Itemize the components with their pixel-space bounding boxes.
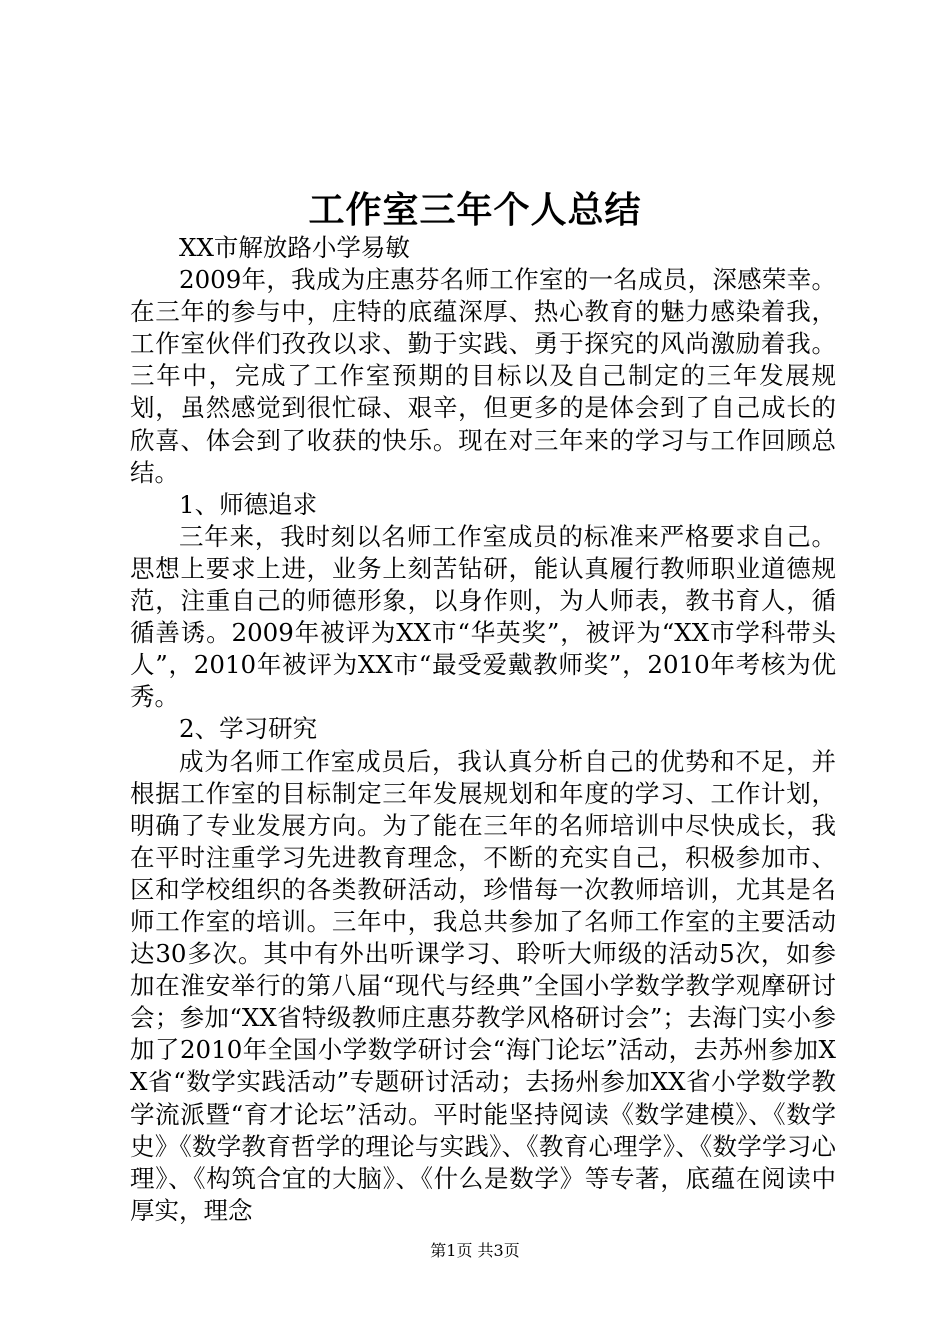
- page-footer: 第1页 共3页: [430, 1241, 520, 1260]
- ethics-paragraph: 三年来，我时刻以名师工作室成员的标准来严格要求自己。思想上要求上进，业务上刻苦钻研，能认真履行教师职业道德规范，注重自己的师德形象，以身作则，为人师表，教书育人，循循善诱。2009年被评为XX市“华英奖”，被评为“XX市学科带头人”，2010年被评为XX市“最受爱戴教师奖”，2010年考核为优秀。: [130, 521, 836, 712]
- study-paragraph: 成为名师工作室成员后，我认真分析自己的优势和不足，并根据工作室的目标制定三年发展规划和年度的学习、工作计划，明确了专业发展方向。为了能在三年的名师培训中尽快成长，我在平时注重学习先进教育理念，不断的充实自己，积极参加市、区和学校组织的各类教研活动，珍惜每一次教师培训，尤其是名师工作室的培训。三年中，我总共参加了名师工作室的主要活动达30多次。其中有外出听课学习、聆听大师级的活动5次，如参加在淮安举行的第八届“现代与经典”全国小学数学教学观摩研讨会；参加“XX省特级教师庄惠芬教学风格研讨会”；去海门实小参加了2010年全国小学数学研讨会“海门论坛”活动，去苏州参加XX省“数学实践活动”专题研讨活动；去扬州参加XX省小学数学教学流派暨“育才论坛”活动。平时能坚持阅读《数学建模》、《数学史》《数学教育哲学的理论与实践》、《教育心理学》、《数学学习心理》、《构筑合宜的大脑》、《什么是数学》等专著，底蕴在阅读中厚实，理念: [130, 746, 836, 1225]
- intro-paragraph: 2009年，我成为庄惠芬名师工作室的一名成员，深感荣幸。在三年的参与中，庄特的底蕴深厚、热心教育的魅力感染着我，工作室伙伴们孜孜以求、勤于实践、勇于探究的风尚激励着我。三年中，完成了工作室预期的目标以及自己制定的三年发展规划，虽然感觉到很忙碌、艰辛，但更多的是体会到了自己成长的欣喜、体会到了收获的快乐。现在对三年来的学习与工作回顾总结。: [130, 265, 836, 487]
- document-title: 工作室三年个人总结: [308, 189, 642, 231]
- section-heading-study: 2、学习研究: [179, 714, 318, 744]
- section-heading-ethics: 1、师德追求: [179, 489, 318, 519]
- document-body: [130, 232, 836, 1227]
- author-line: XX市解放路小学易敏: [179, 233, 410, 262]
